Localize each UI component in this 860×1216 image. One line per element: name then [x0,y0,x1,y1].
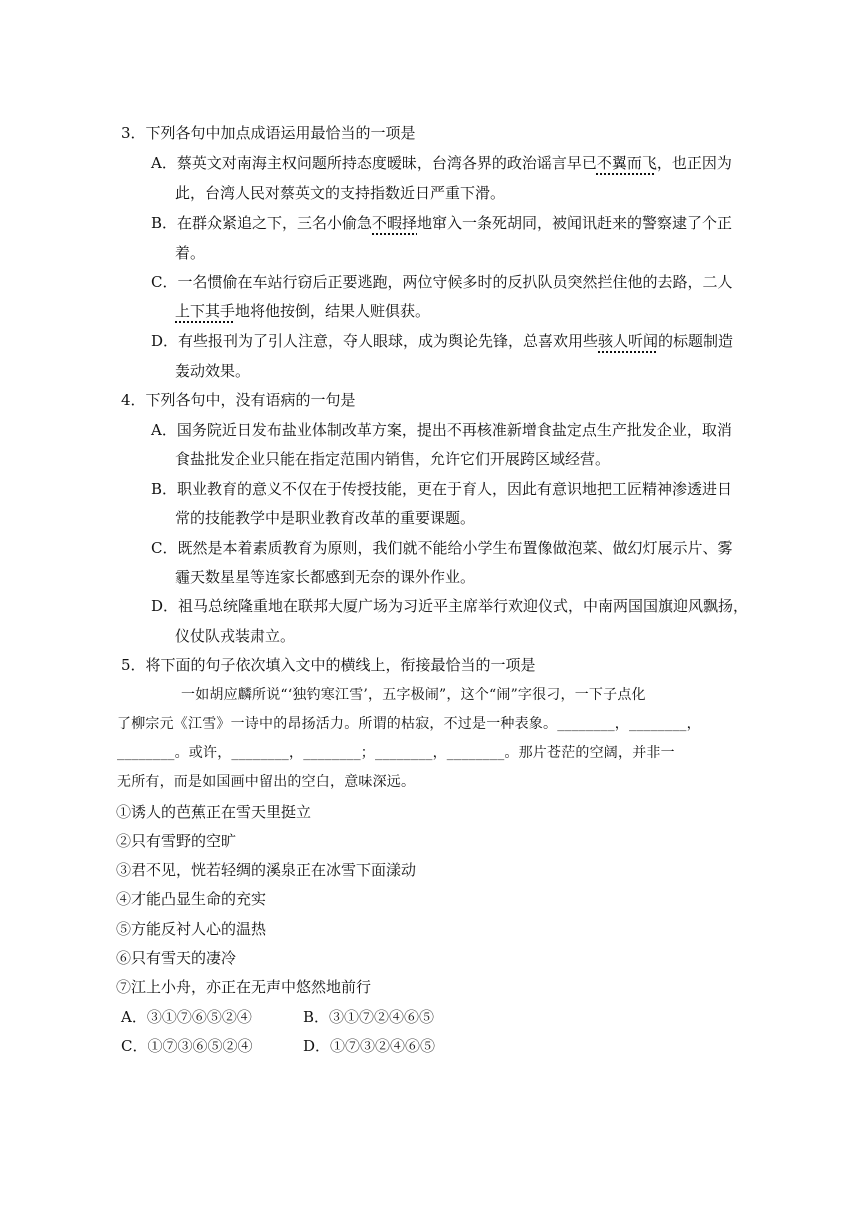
q5-option-d: D．①⑦③②④⑥⑤ [303,1037,436,1055]
q3-c-line1: C．一名惯偷在车站行窃后正要逃跑，两位守候多时的反扒队员突然拦住他的去路，二人 [151,273,733,291]
q4-d-line2: 仪仗队戎装肃立。 [175,627,296,645]
q5-sentence: ②只有雪野的空旷 [116,832,237,850]
q5-sentence: ⑤方能反衬人心的温热 [116,920,267,938]
q5-passage-line: 无所有，而是如国画中留出的空白，意味深远。 [117,774,416,790]
q5-stem: 5．将下面的句子依次填入文中的横线上，衔接最恰当的一项是 [121,656,536,674]
q5-option-c: C．①⑦③⑥⑤②④ [121,1037,253,1055]
q4-b-line1: B．职业教育的意义不仅在于传授技能，更在于育人，因此有意识地把工匠精神渗透进日 [151,480,733,498]
q5-passage-line: ________。或许，________，________；________，________。那片苍茫的空阔，并非一 [117,745,675,761]
q3-a-text-post: ，也正因为 [656,154,732,172]
q3-c-text-post: 地将他按倒，结果人赃俱获。 [235,302,431,320]
q5-passage-line: 了柳宗元《江雪》一诗中的昂扬活力。所谓的枯寂，不过是一种表象。________，________， [117,716,701,732]
q3-b-text-pre: B．在群众紧追之下，三名小偷急 [151,214,373,232]
q3-option-b [151,213,732,233]
q5-sentence: ③君不见，恍若轻绸的溪泉正在冰雪下面漾动 [116,861,417,879]
q3-b-text-post: 地窜入一条死胡同，被闻讯赶来的警察逮了个正 [417,214,733,232]
q3-d-text-pre: D．有些报刊为了引人注意，夺人眼球，成为舆论先锋，总喜欢用些 [151,332,599,350]
q4-stem: 4．下列各句中，没有语病的一句是 [121,391,356,409]
q4-a-line2: 食盐批发企业只能在指定范围内销售，允许它们开展跨区域经营。 [175,450,611,468]
q4-a-line1: A．国务院近日发布盐业体制改革方案，提出不再核准新增食盐定点生产批发企业，取消 [151,421,732,439]
q4-c-line1: C．既然是本着素质教育为原则，我们就不能给小学生布置像做泡菜、做幻灯展示片、雾 [151,539,733,557]
q5-option-b: B．③①⑦②④⑥⑤ [303,1008,435,1026]
q3-b-dotted-idiom: 不暇择 [372,214,418,232]
q5-option-a: A．③①⑦⑥⑤②④ [121,1008,252,1026]
q3-d-text-post: 的标题制造 [658,332,734,350]
q3-option-d [151,331,733,351]
q5-sentence: ⑥只有雪天的凄冷 [116,949,237,967]
q3-b-line2: 着。 [175,244,206,262]
q5-sentence: ①诱人的芭蕉正在雪天里挺立 [116,803,312,821]
q3-a-line2: 此，台湾人民对蔡英文的支持指数近日严重下滑。 [175,184,506,202]
q3-c-dotted-idiom: 上下其手 [175,302,236,320]
q4-d-line1: D．祖马总统隆重地在联邦大厦广场为习近平主席举行欢迎仪式，中南两国国旗迎风飘扬， [151,597,749,615]
q3-stem: 3．下列各句中加点成语运用最恰当的一项是 [121,124,416,142]
q4-c-line2: 霾天数星星等连家长都感到无奈的课外作业。 [175,568,476,586]
q3-option-c-line2 [175,301,430,321]
q4-b-line2: 常的技能教学中是职业教育改革的重要课题。 [175,509,476,527]
q5-passage-line: 一如胡应麟所说“‘独钓寒江雪’，五字极闹”，这个“闹”字很刁，一下子点化 [181,687,646,703]
q3-a-dotted-idiom: 不翼而飞 [596,154,657,172]
q3-d-dotted-idiom: 骇人听闻 [598,332,659,350]
q3-option-a [151,153,732,173]
q5-sentence: ⑦江上小舟，亦正在无声中悠然地前行 [116,978,372,996]
q3-a-text-pre: A．蔡英文对南海主权问题所持态度暧昧，台湾各界的政治谣言早已 [151,154,597,172]
q5-sentence: ④才能凸显生命的充实 [116,890,267,908]
q3-d-line2: 轰动效果。 [175,362,251,380]
